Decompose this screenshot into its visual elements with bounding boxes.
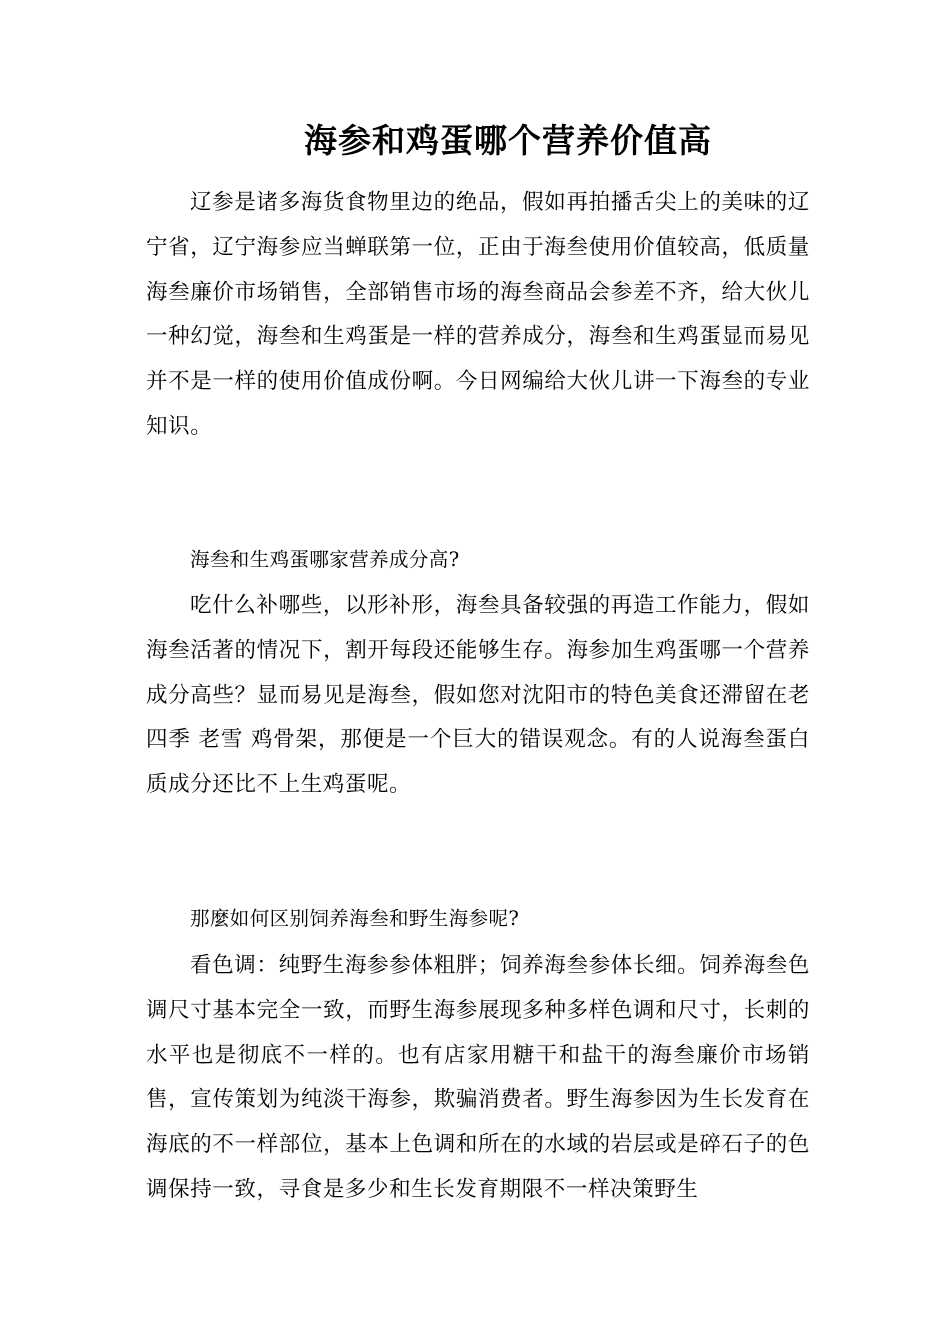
document-title: 海参和鸡蛋哪个营养价值高: [304, 121, 712, 160]
section-2-heading: 那麼如何区别饲养海叁和野生海参呢?: [190, 907, 520, 930]
section-1-heading: 海叁和生鸡蛋哪家营养成分高?: [190, 548, 460, 571]
section-2-paragraph: 看色调：纯野生海参参体粗胖；饲养海叁参体长细。饲养海叁色调尺寸基本完全一致，而野生海参展现多种多样色调和尺寸，长刺的水平也是彻底不一样的。也有店家用糖干和盐干的海叁廉价市场销售，宣传策划为纯淡干海参，欺骗消费者。野生海参因为生长发育在海底的不一样部位，基本上色调和所在的水域的岩层或是碎石子的色调保持一致，寻食是多少和生长发育期限不一样决策野生: [146, 953, 810, 1202]
section-1-paragraph: 吃什么补哪些，以形补形，海叁具备较强的再造工作能力，假如海叁活著的情况下，割开每段还能够生存。海参加生鸡蛋哪一个营养成分高些？显而易见是海叁，假如您对沈阳市的特色美食还滞留在老四季 老雪 鸡骨架，那便是一个巨大的错误观念。有的人说海叁蛋白质成分还比不上生鸡蛋呢。: [146, 593, 810, 798]
intro-paragraph: 辽参是诸多海货食物里边的绝品，假如再拍播舌尖上的美味的辽宁省，辽宁海参应当蝉联第一位，正由于海叁使用价值较高，低质量海叁廉价市场销售，全部销售市场的海叁商品会参差不齐，给大伙儿一种幻觉，海叁和生鸡蛋是一样的营养成分，海叁和生鸡蛋显而易见并不是一样的使用价值成份啊。今日网编给大伙儿讲一下海叁的专业知识。: [146, 190, 810, 439]
